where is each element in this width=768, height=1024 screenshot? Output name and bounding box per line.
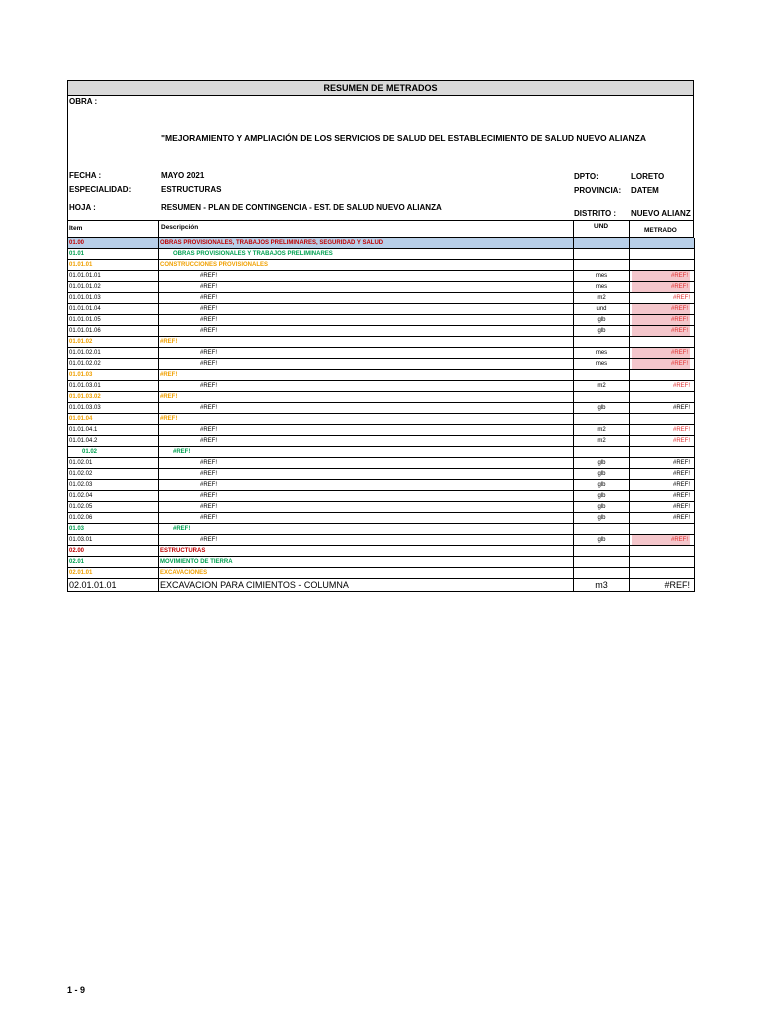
table-row <box>68 282 695 293</box>
col-item: Item <box>69 225 83 232</box>
description: #REF! <box>200 427 218 433</box>
table-row <box>68 546 695 557</box>
description: #REF! <box>200 273 218 279</box>
table-row <box>68 535 695 546</box>
unit <box>574 568 630 579</box>
description: #REF! <box>200 515 218 521</box>
table-row <box>68 480 695 491</box>
item-code: 01.03 <box>68 524 159 535</box>
metrado-value: #REF! <box>632 282 690 292</box>
table-row <box>68 436 695 447</box>
metrado-value: #REF! <box>672 438 690 444</box>
description: OBRAS PROVISIONALES, TRABAJOS PRELIMINARES, SEGURIDAD Y SALUD <box>160 240 384 246</box>
description: #REF! <box>200 306 218 312</box>
item-code: 02.01.01.01 <box>68 579 159 592</box>
provincia-value: DATEM <box>631 186 659 195</box>
metrado-value: #REF! <box>632 535 690 545</box>
item-code: 01.01.01.01 <box>68 271 159 282</box>
table-row <box>68 359 695 370</box>
unit: glb <box>574 480 630 491</box>
metrado-value: #REF! <box>664 580 690 590</box>
unit: glb <box>574 458 630 469</box>
unit: m3 <box>574 579 630 592</box>
column-header <box>67 221 694 238</box>
unit: und <box>574 304 630 315</box>
item-code: 01.01.03.02 <box>68 392 159 403</box>
unit: mes <box>574 271 630 282</box>
description: #REF! <box>200 383 218 389</box>
unit: glb <box>574 502 630 513</box>
item-code: 01.02.04 <box>68 491 159 502</box>
metrado-value: #REF! <box>672 504 690 510</box>
table-row <box>68 238 695 249</box>
item-code: 01.01.03.01 <box>68 381 159 392</box>
description: #REF! <box>160 394 178 400</box>
metrado-value: #REF! <box>632 326 690 336</box>
unit: m2 <box>574 381 630 392</box>
unit <box>574 546 630 557</box>
description: #REF! <box>200 350 218 356</box>
unit: m2 <box>574 293 630 304</box>
description: EXCAVACION PARA CIMIENTOS - COLUMNA <box>160 580 349 590</box>
description: #REF! <box>200 460 218 466</box>
unit <box>574 337 630 348</box>
unit: mes <box>574 359 630 370</box>
fecha-label: FECHA : <box>69 171 102 180</box>
unit <box>574 370 630 381</box>
unit <box>574 238 630 249</box>
hoja-label: HOJA : <box>69 203 96 212</box>
table-row <box>68 392 695 403</box>
unit: glb <box>574 403 630 414</box>
item-code: 01.01.02.01 <box>68 348 159 359</box>
unit <box>574 392 630 403</box>
description: #REF! <box>200 405 218 411</box>
distrito-label: DISTRITO : <box>574 209 617 218</box>
item-code: 01.02.03 <box>68 480 159 491</box>
description: #REF! <box>173 526 191 532</box>
summary-sheet <box>67 80 694 592</box>
item-code: 01.01.01 <box>68 260 159 271</box>
item-code: 01.03.01 <box>68 535 159 546</box>
item-code: 01.01.02.02 <box>68 359 159 370</box>
unit: mes <box>574 348 630 359</box>
table-row <box>68 326 695 337</box>
table-row <box>68 425 695 436</box>
hoja-value: RESUMEN - PLAN DE CONTINGENCIA - EST. DE SALUD NUEVO ALIANZA <box>161 203 442 212</box>
especialidad-value: ESTRUCTURAS <box>161 185 222 194</box>
metrado-value: #REF! <box>672 471 690 477</box>
table-row <box>68 403 695 414</box>
unit <box>574 447 630 458</box>
description: #REF! <box>200 328 218 334</box>
unit <box>574 249 630 260</box>
table-row <box>68 568 695 579</box>
metrado-value: #REF! <box>672 295 690 301</box>
description: CONSTRUCCIONES PROVISIONALES <box>160 262 269 268</box>
unit: mes <box>574 282 630 293</box>
dpto-value: LORETO <box>631 172 665 181</box>
description: #REF! <box>200 482 218 488</box>
table-row <box>68 414 695 425</box>
item-code: 01.01.04 <box>68 414 159 425</box>
description: #REF! <box>200 317 218 323</box>
especialidad-label: ESPECIALIDAD: <box>69 185 132 194</box>
item-code: 01.02.02 <box>68 469 159 480</box>
table-row <box>68 348 695 359</box>
table-row <box>68 524 695 535</box>
description: #REF! <box>200 284 218 290</box>
item-code: 02.00 <box>68 546 159 557</box>
item-code: 01.01.03 <box>68 370 159 381</box>
item-code: 01.00 <box>68 238 159 249</box>
item-code: 01.01.02 <box>68 337 159 348</box>
unit: glb <box>574 315 630 326</box>
sheet-title: RESUMEN DE METRADOS <box>67 80 694 96</box>
unit: glb <box>574 469 630 480</box>
metrado-value: #REF! <box>632 271 690 281</box>
distrito-value: NUEVO ALIANZ <box>631 209 691 218</box>
table-row <box>68 458 695 469</box>
provincia-label: PROVINCIA: <box>574 186 622 195</box>
table-row <box>68 315 695 326</box>
obra-value: "MEJORAMIENTO Y AMPLIACIÓN DE LOS SERVICIOS DE SALUD DEL ESTABLECIMIENTO DE SALUD NUEVO ALIANZA <box>161 133 646 143</box>
item-code: 01.01 <box>68 249 159 260</box>
unit: glb <box>574 535 630 546</box>
table-row <box>68 370 695 381</box>
metrado-value: #REF! <box>632 359 690 369</box>
unit: glb <box>574 326 630 337</box>
col-und: UND <box>594 223 609 230</box>
unit: m2 <box>574 425 630 436</box>
metrado-value: #REF! <box>632 304 690 314</box>
table-row <box>68 249 695 260</box>
description: #REF! <box>160 416 178 422</box>
description: #REF! <box>200 361 218 367</box>
item-code: 01.01.04.1 <box>68 425 159 436</box>
unit: glb <box>574 513 630 524</box>
description: #REF! <box>200 504 218 510</box>
description: #REF! <box>160 339 178 345</box>
fecha-value: MAYO 2021 <box>161 171 205 180</box>
unit <box>574 557 630 568</box>
item-code: 01.01.01.04 <box>68 304 159 315</box>
unit <box>574 524 630 535</box>
item-code: 01.02 <box>68 447 159 458</box>
description: #REF! <box>160 372 178 378</box>
item-code: 01.01.03.03 <box>68 403 159 414</box>
table-row <box>68 502 695 513</box>
description: #REF! <box>200 438 218 444</box>
metrado-value: #REF! <box>632 348 690 358</box>
description: #REF! <box>200 295 218 301</box>
metrado-value: #REF! <box>672 427 690 433</box>
metrado-value: #REF! <box>672 515 690 521</box>
description: ESTRUCTURAS <box>160 548 206 554</box>
item-code: 01.01.01.06 <box>68 326 159 337</box>
item-code: 01.01.01.02 <box>68 282 159 293</box>
table-row <box>68 557 695 568</box>
item-code: 02.01 <box>68 557 159 568</box>
table-row <box>68 293 695 304</box>
item-code: 01.02.05 <box>68 502 159 513</box>
item-code: 01.01.01.03 <box>68 293 159 304</box>
metrado-value: #REF! <box>672 460 690 466</box>
metrado-value: #REF! <box>672 405 690 411</box>
table-row <box>68 337 695 348</box>
description: #REF! <box>200 471 218 477</box>
metrado-value: #REF! <box>632 315 690 325</box>
metrado-value: #REF! <box>672 493 690 499</box>
table-row <box>68 513 695 524</box>
description: #REF! <box>200 493 218 499</box>
table-row <box>68 260 695 271</box>
table-row <box>68 579 695 592</box>
table-row <box>68 491 695 502</box>
metrados-table <box>67 238 695 592</box>
table-row <box>68 381 695 392</box>
item-code: 01.01.01.05 <box>68 315 159 326</box>
item-code: 02.01.01 <box>68 568 159 579</box>
description: OBRAS PROVISIONALES Y TRABAJOS PRELIMINARES <box>173 251 333 257</box>
obra-label: OBRA : <box>69 97 98 106</box>
unit <box>574 414 630 425</box>
page-number: 1 - 9 <box>67 985 86 995</box>
dpto-label: DPTO: <box>574 172 599 181</box>
table-row <box>68 271 695 282</box>
col-metrado: METRADO <box>644 227 677 234</box>
unit: m2 <box>574 436 630 447</box>
table-row <box>68 469 695 480</box>
unit <box>574 260 630 271</box>
metrado-value: #REF! <box>672 482 690 488</box>
description: #REF! <box>173 449 191 455</box>
item-code: 01.02.06 <box>68 513 159 524</box>
table-row <box>68 304 695 315</box>
unit: glb <box>574 491 630 502</box>
item-code: 01.01.04.2 <box>68 436 159 447</box>
col-descripcion: Descripción <box>161 224 199 231</box>
item-code: 01.02.01 <box>68 458 159 469</box>
project-header <box>67 96 694 221</box>
description: EXCAVACIONES <box>160 570 208 576</box>
description: MOVIMIENTO DE TIERRA <box>160 559 233 565</box>
metrado-value: #REF! <box>672 383 690 389</box>
description: #REF! <box>200 537 218 543</box>
table-row <box>68 447 695 458</box>
